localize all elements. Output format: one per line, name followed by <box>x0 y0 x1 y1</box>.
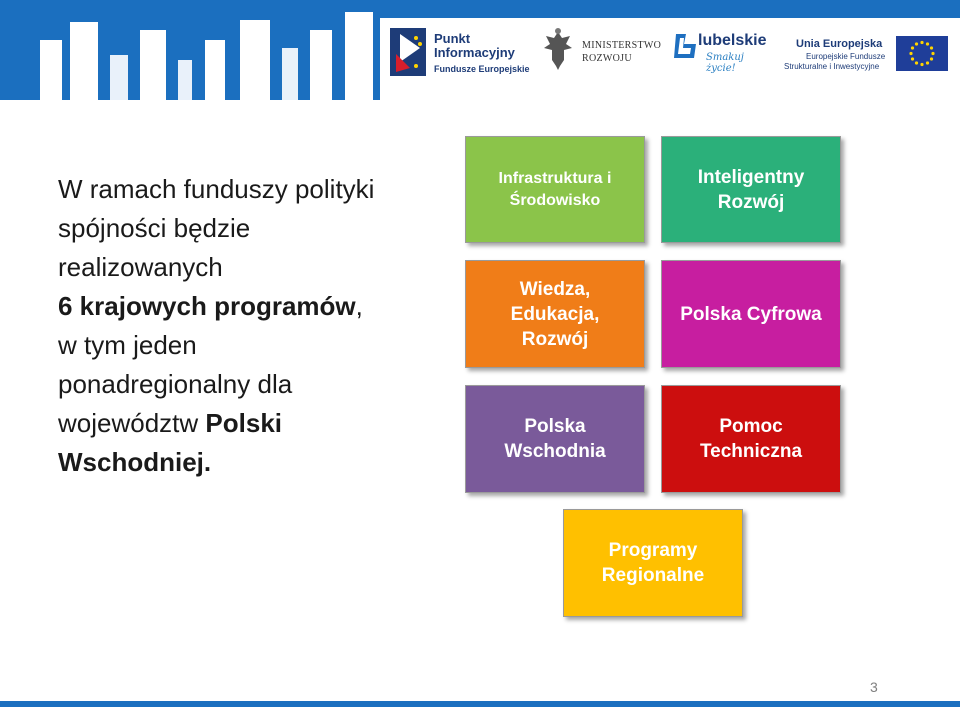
pif-logo-icon <box>390 28 426 76</box>
program-tile-label: Wiedza, <box>519 278 591 300</box>
program-tile-label: Polska Cyfrowa <box>680 303 822 325</box>
eu-logo <box>782 28 958 78</box>
program-tile-programy-regionalne <box>563 509 743 617</box>
ministry-logo <box>542 26 662 76</box>
program-tile-label: Rozwój <box>521 328 589 350</box>
intro-line: spójności będzie <box>58 213 251 243</box>
program-tile-label: Techniczna <box>699 441 803 462</box>
program-tile-inteligentny-rozwoj <box>661 136 841 243</box>
page-number: 3 <box>870 679 878 695</box>
lubelskie-logo <box>672 28 772 76</box>
header-banner <box>0 0 960 100</box>
program-tile-polska-wschodnia <box>465 385 645 493</box>
eu-logo-line3: Strukturalne i Inwestycyjne <box>784 62 880 71</box>
banner-decor-block <box>345 12 373 100</box>
banner-decor-block <box>110 55 128 100</box>
program-tile-label: Edukacja, <box>510 303 600 325</box>
eu-logo-line2: Europejskie Fundusze <box>806 52 886 61</box>
intro-line: W ramach funduszy polityki <box>58 174 375 204</box>
intro-bold-text: Polski <box>205 408 282 438</box>
intro-line <box>58 404 458 443</box>
pif-logo-line2: Informacyjny <box>434 45 515 60</box>
banner-decor-block <box>178 60 192 100</box>
banner-decor-block <box>240 20 270 100</box>
intro-bold-text: 6 krajowych programów <box>58 291 356 321</box>
program-tile-label: Programy <box>608 540 698 561</box>
intro-line: ponadregionalny dla <box>58 369 293 399</box>
footer-bar <box>0 701 960 707</box>
program-tile-label: Inteligentny <box>697 166 805 188</box>
program-tile-label: Wschodnia <box>504 441 606 462</box>
program-tile-pomoc-techniczna <box>661 385 841 493</box>
ministry-logo-line2: ROZWOJU <box>582 53 632 64</box>
pif-logo-line1: Punkt <box>434 31 471 46</box>
intro-line: w tym jeden <box>58 330 197 360</box>
banner-decor-block <box>282 48 298 100</box>
program-tile-wiedza-edukacja <box>465 260 645 368</box>
lubelskie-logo-slogan: Smakuj życie! <box>706 52 744 74</box>
intro-plain-text: województw <box>58 408 206 438</box>
intro-line: realizowanych <box>58 252 223 282</box>
program-tile-label: Środowisko <box>509 191 601 209</box>
pif-logo <box>390 28 540 76</box>
banner-decor-block <box>205 40 225 100</box>
ministry-logo-line1: MINISTERSTWO <box>582 40 662 51</box>
eu-flag-icon <box>896 36 948 71</box>
program-tile-label: Rozwój <box>717 191 785 213</box>
banner-decor-block <box>310 30 332 100</box>
program-tile-polska-cyfrowa <box>661 260 841 368</box>
program-tile-label: Regionalne <box>601 565 705 586</box>
program-tile-label: Polska <box>524 416 586 437</box>
banner-decor-block <box>40 40 62 100</box>
intro-line <box>58 287 458 326</box>
intro-punctuation: , <box>355 291 363 321</box>
lubelskie-logo-icon <box>672 32 700 62</box>
intro-text <box>58 170 458 482</box>
program-tile-label: Pomoc <box>719 416 783 437</box>
program-tile-label: Infrastruktura i <box>498 169 612 187</box>
banner-decor-block <box>70 22 98 100</box>
pif-logo-line3: Fundusze Europejskie <box>434 64 530 74</box>
intro-line <box>58 443 458 482</box>
banner-decor-block <box>140 30 166 100</box>
logo-strip <box>380 18 960 100</box>
eagle-emblem-icon <box>542 26 574 74</box>
program-tile-infrastruktura <box>465 136 645 243</box>
intro-bold-text: Wschodniej. <box>58 447 212 477</box>
eu-logo-line1: Unia Europejska <box>796 38 883 50</box>
lubelskie-logo-name: lubelskie <box>698 32 767 49</box>
